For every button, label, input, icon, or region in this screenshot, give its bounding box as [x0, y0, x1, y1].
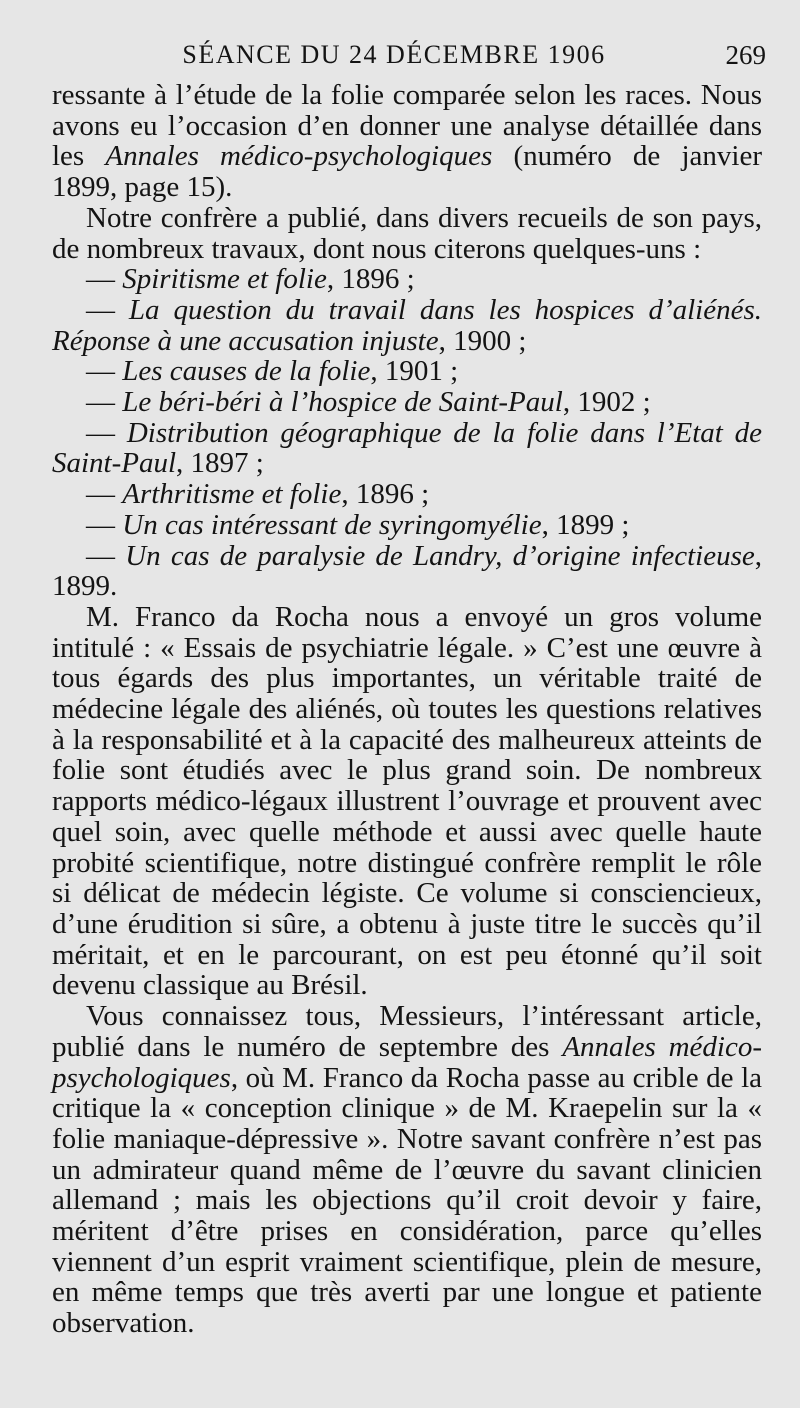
paragraph-continuation	[52, 80, 762, 203]
work-title: Un cas intéressant de syringomyélie	[122, 508, 542, 541]
list-item: — Un cas de paralysie de Landry, d’origine infectieuse, 1899.	[52, 539, 762, 603]
work-title: Les causes de la folie	[122, 355, 371, 388]
page-number: 269	[725, 40, 766, 70]
paragraph-essais: M. Franco da Rocha nous a envoyé un gros volume intitulé : « Essais de psychiatrie légale. » C’est une œuvre à tous égards des plus importantes, un véritable traité de médecine légale des aliénés, où toutes les questions relatives à la responsabilité et à la capacité des malheureux atteints de folie sont étudiés avec le plus grand soin. De nombreux rapports médico-légaux illustrent l’ouvrage et prouvent avec quel soin, avec quelle méthode et aussi avec quelle haute probité scientifique, notre distingué confrère remplit le rôle si délicat de médecin légiste. Ce volume si consciencieux, d’une érudition si sûre, a obtenu à juste titre le succès qu’il méritait, et en le parcourant, on est peu étonné qu’il soit devenu classique au Brésil.	[52, 600, 762, 1002]
list-item: — Les causes de la folie, 1901 ;	[86, 355, 459, 388]
paragraph-text: , où M. Franco da Rocha passe au crible de la critique la « conception clinique » de M. Kraepelin sur la « folie maniaque-dépressive ». Notre savant confrère n’est pas un admirateur quand même de l’œuvre du savant clinicien allemand ; mais les objections qu’il croit devoir y faire, méritent d’être prises en considération, parce qu’elles viennent d’un esprit vraiment scientifique, plein de mesure, en même temps que très averti par une longue et patiente observation.	[52, 1061, 762, 1340]
list-item: — Distribution géographique de la folie dans l’Etat de Saint-Paul, 1897 ;	[52, 416, 763, 480]
paragraph-works-intro: Notre confrère a publié, dans divers recueils de son pays, de nombreux travaux, dont nous citerons quelques-uns :	[52, 201, 762, 265]
paragraph-text: (numéro de janvier 1899, page 15).	[52, 140, 762, 204]
paragraph-article	[52, 1001, 762, 1339]
work-title: Distribution géographique de la folie dans l’Etat de Saint-Paul	[52, 416, 763, 480]
work-title: La question du travail dans les hospices d’aliénés. Réponse à une accusation injuste	[52, 293, 762, 357]
running-head: SÉANCE DU 24 DÉCEMBRE 1906	[182, 40, 606, 69]
list-item: — Arthritisme et folie, 1896 ;	[86, 478, 430, 511]
page-body	[52, 80, 762, 1339]
work-title: Le béri-béri à l’hospice de Saint-Paul	[122, 386, 563, 419]
list-item: — Le béri-béri à l’hospice de Saint-Paul, 1902 ;	[86, 386, 651, 419]
work-title: Spiritisme et folie	[122, 263, 327, 296]
list-item: — Spiritisme et folie, 1896 ;	[86, 263, 415, 296]
journal-title: Annales médico-psychologiques	[105, 140, 493, 173]
paragraph-text: Vous connaissez tous, Messieurs, l’intéressant article, publié dans le numéro de septembre des	[52, 1000, 762, 1063]
list-item: — La question du travail dans les hospices d’aliénés. Réponse à une accusation injuste, 1900 ;	[52, 293, 762, 357]
list-item: — Un cas intéressant de syringomyélie, 1899 ;	[86, 508, 630, 541]
page-header	[52, 40, 766, 80]
work-title: Un cas de paralysie de Landry, d’origine infectieuse	[125, 539, 755, 572]
paragraph-text: ressante à l’étude de la folie comparée selon les races. Nous avons eu l’occasion d’en donner une analyse détaillée dans les	[52, 79, 762, 173]
journal-title: Annales médico-psychologiques	[52, 1030, 762, 1094]
work-title: Arthritisme et folie	[122, 478, 342, 511]
